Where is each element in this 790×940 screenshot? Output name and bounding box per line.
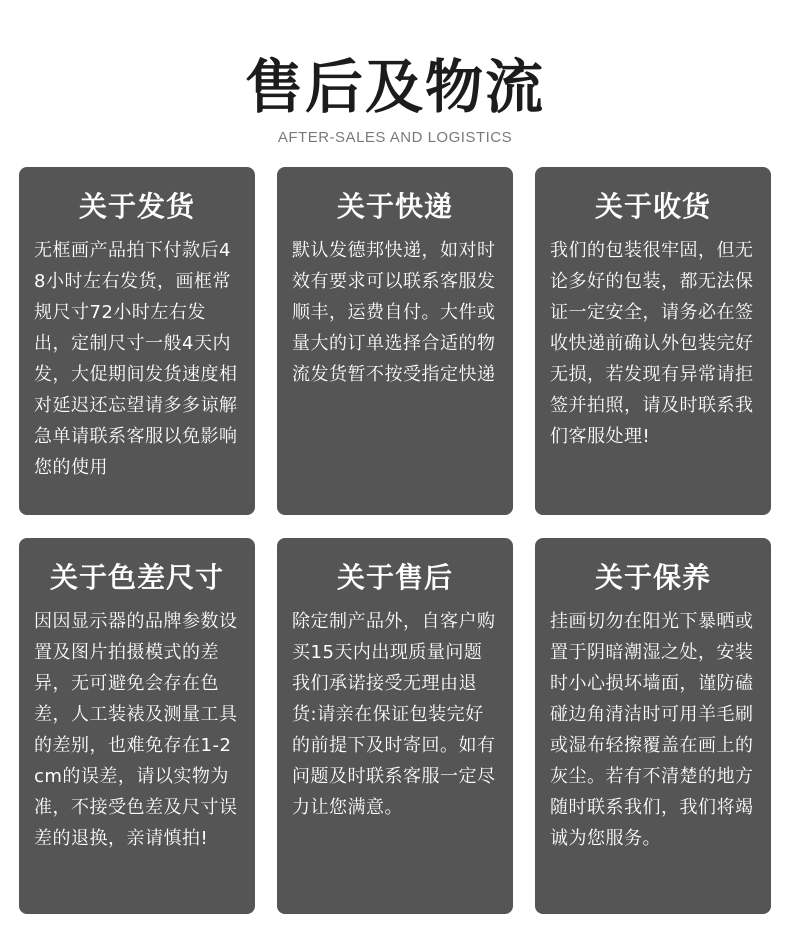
page-title: 售后及物流 — [244, 53, 545, 121]
card-title: 关于保养 — [594, 561, 711, 594]
card-title: 关于收货 — [594, 190, 711, 223]
card-body: 除定制产品外，自客户购买15天内出现质量问题我们承诺接受无理由退货:请亲在保证包装完好的前提下及时寄回。如有问题及时联系客服一定尽力让您满意。 — [292, 611, 496, 818]
card-maintenance — [535, 538, 771, 914]
card-after-sales — [277, 538, 513, 914]
card-title: 关于色差尺寸 — [49, 561, 224, 594]
card-body: 因因显示器的品牌参数设置及图片拍摄模式的差异，无可避免会存在色差，人工装裱及测量工具的差别，也难免存在1-2cm的误差，请以实物为准，不接受色差及尺寸误差的退换，亲请慎拍! — [34, 611, 238, 849]
card-color-size — [19, 538, 255, 914]
card-body: 我们的包装很牢固，但无论多好的包装，都无法保证一定安全，请务必在签收快递前确认外包装完好无损，若发现有异常请拒签并拍照，请及时联系我们客服处理! — [550, 240, 754, 447]
card-body: 无框画产品拍下付款后48小时左右发货，画框常规尺寸72小时左右发出，定制尺寸一般4天内发，大促期间发货速度相对延迟还忘望请多多谅解急单请联系客服以免影响您的使用 — [34, 240, 238, 478]
card-receiving — [535, 167, 771, 515]
card-title: 关于发货 — [78, 190, 195, 223]
card-title: 关于快递 — [336, 190, 453, 223]
card-body: 默认发德邦快递，如对时效有要求可以联系客服发顺丰，运费自付。大件或量大的订单选择合适的物流发货暂不按受指定快递 — [292, 240, 496, 385]
page-header — [0, 0, 790, 160]
card-title: 关于售后 — [336, 561, 453, 594]
card-shipping — [19, 167, 255, 515]
card-body: 挂画切勿在阳光下暴晒或置于阴暗潮湿之处，安装时小心损坏墙面，谨防磕碰边角清洁时可用羊毛刷或湿布轻擦覆盖在画上的灰尘。若有不清楚的地方随时联系我们，我们将竭诚为您服务。 — [550, 611, 754, 849]
card-express — [277, 167, 513, 515]
page-subtitle: AFTER-SALES AND LOGISTICS — [277, 129, 513, 146]
